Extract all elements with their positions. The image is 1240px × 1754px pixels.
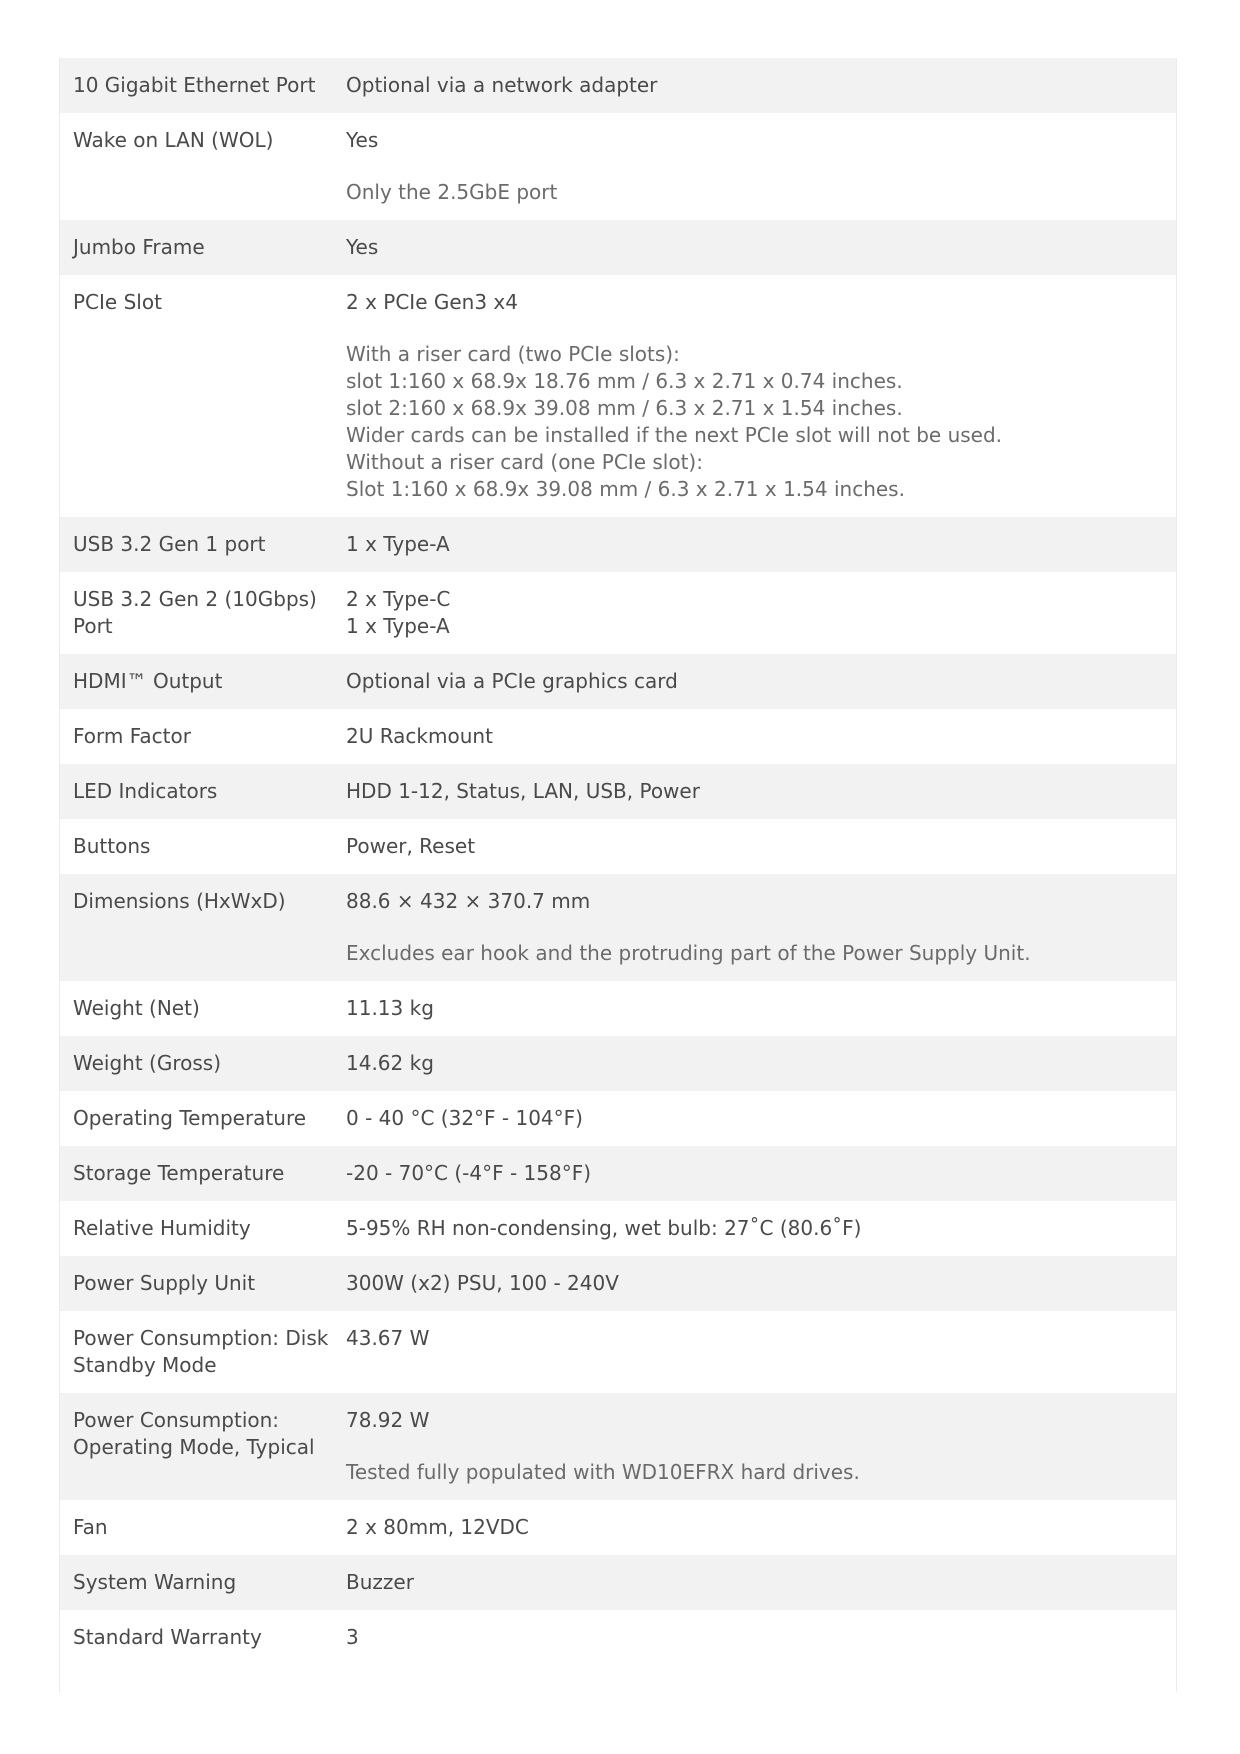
spec-label: Power Consumption: Disk Standby Mode — [73, 1326, 329, 1377]
spec-label: Form Factor — [73, 724, 191, 748]
spec-table — [60, 58, 1176, 1665]
spec-value-line: Power, Reset — [346, 834, 476, 858]
spec-label: HDMI™ Output — [73, 669, 223, 693]
spec-value-line: 88.6 × 432 × 370.7 mm — [346, 889, 591, 913]
spec-value-line: Buzzer — [346, 1570, 414, 1594]
spec-value — [346, 113, 1176, 220]
spec-note-line: With a riser card (two PCIe slots): — [346, 342, 680, 366]
spec-value — [346, 1201, 1176, 1256]
spec-row — [60, 1555, 1176, 1610]
spec-row — [60, 1610, 1176, 1665]
spec-row — [60, 517, 1176, 572]
spec-row — [60, 709, 1176, 764]
spec-note-line: slot 2:160 x 68.9x 39.08 mm / 6.3 x 2.71 x 1.54 inches. — [346, 396, 903, 420]
spec-value — [346, 572, 1176, 654]
spec-label: Power Supply Unit — [73, 1271, 256, 1295]
spec-value-line: 78.92 W — [346, 1408, 430, 1432]
spec-note — [346, 179, 1164, 206]
spec-value — [346, 1393, 1176, 1500]
spec-value — [346, 517, 1176, 572]
spec-row — [60, 220, 1176, 275]
spec-value — [346, 1146, 1176, 1201]
spec-row — [60, 1393, 1176, 1500]
spec-value — [346, 1555, 1176, 1610]
spec-label: Weight (Net) — [73, 996, 200, 1020]
spec-row — [60, 764, 1176, 819]
spec-value — [346, 1500, 1176, 1555]
spec-value-line: HDD 1-12, Status, LAN, USB, Power — [346, 779, 700, 803]
spec-row — [60, 819, 1176, 874]
spec-row — [60, 1311, 1176, 1393]
spec-value — [346, 1091, 1176, 1146]
spec-value-line: Yes — [346, 128, 379, 152]
spec-label: Fan — [73, 1515, 108, 1539]
spec-row — [60, 1500, 1176, 1555]
spec-note-line: Wider cards can be installed if the next PCIe slot will not be used. — [346, 423, 1003, 447]
spec-value — [346, 981, 1176, 1036]
spec-note-line: Without a riser card (one PCIe slot): — [346, 450, 703, 474]
spec-value — [346, 58, 1176, 113]
spec-value — [346, 1256, 1176, 1311]
spec-value-line: 2 x 80mm, 12VDC — [346, 1515, 529, 1539]
spec-value-line: 43.67 W — [346, 1326, 430, 1350]
spec-value-line: 11.13 kg — [346, 996, 434, 1020]
spec-value-line: Yes — [346, 235, 379, 259]
spec-value-line: Optional via a network adapter — [346, 73, 658, 97]
spec-label: USB 3.2 Gen 2 (10Gbps) Port — [73, 587, 317, 638]
spec-label: Weight (Gross) — [73, 1051, 221, 1075]
spec-value — [346, 874, 1176, 981]
spec-note-line: Tested fully populated with WD10EFRX hard drives. — [346, 1460, 860, 1484]
spec-note-line: Slot 1:160 x 68.9x 39.08 mm / 6.3 x 2.71 x 1.54 inches. — [346, 477, 905, 501]
spec-row — [60, 654, 1176, 709]
spec-label: Power Consumption: Operating Mode, Typical — [73, 1408, 315, 1459]
spec-note-line: slot 1:160 x 68.9x 18.76 mm / 6.3 x 2.71 x 0.74 inches. — [346, 369, 903, 393]
spec-row — [60, 1256, 1176, 1311]
spec-label: System Warning — [73, 1570, 237, 1594]
spec-label: PCIe Slot — [73, 290, 162, 314]
spec-note — [346, 341, 1164, 503]
spec-value — [346, 819, 1176, 874]
spec-row — [60, 113, 1176, 220]
spec-label: Wake on LAN (WOL) — [73, 128, 274, 152]
spec-value-line: 3 — [346, 1625, 359, 1649]
spec-value-line: 2 x Type-C — [346, 587, 451, 611]
spec-value-line: 300W (x2) PSU, 100 - 240V — [346, 1271, 619, 1295]
spec-sheet — [59, 58, 1177, 1692]
spec-label: 10 Gigabit Ethernet Port — [73, 73, 316, 97]
spec-label: Storage Temperature — [73, 1161, 285, 1185]
spec-label: Jumbo Frame — [73, 235, 205, 259]
spec-value-line: 14.62 kg — [346, 1051, 434, 1075]
spec-label: Operating Temperature — [73, 1106, 307, 1130]
spec-row — [60, 874, 1176, 981]
spec-note-line: Only the 2.5GbE port — [346, 180, 558, 204]
spec-value-line: Optional via a PCIe graphics card — [346, 669, 678, 693]
spec-value-line: 0 - 40 °C (32°F - 104°F) — [346, 1106, 583, 1130]
spec-row — [60, 572, 1176, 654]
spec-value-line: 5-95% RH non-condensing, wet bulb: 27˚C (80.6˚F) — [346, 1216, 862, 1240]
spec-value — [346, 654, 1176, 709]
spec-value — [346, 220, 1176, 275]
spec-note — [346, 940, 1164, 967]
spec-value — [346, 764, 1176, 819]
spec-value — [346, 1610, 1176, 1665]
spec-row — [60, 1036, 1176, 1091]
spec-label: Standard Warranty — [73, 1625, 262, 1649]
spec-value — [346, 1311, 1176, 1393]
spec-value-line: 1 x Type-A — [346, 614, 450, 638]
spec-row — [60, 1201, 1176, 1256]
spec-label: LED Indicators — [73, 779, 218, 803]
spec-row — [60, 1091, 1176, 1146]
spec-label: USB 3.2 Gen 1 port — [73, 532, 266, 556]
spec-label: Relative Humidity — [73, 1216, 251, 1240]
spec-note-line: Excludes ear hook and the protruding part of the Power Supply Unit. — [346, 941, 1031, 965]
spec-value — [346, 709, 1176, 764]
spec-row — [60, 58, 1176, 113]
spec-value-line: 1 x Type-A — [346, 532, 450, 556]
spec-value — [346, 275, 1176, 517]
spec-label: Buttons — [73, 834, 151, 858]
spec-value-line: 2U Rackmount — [346, 724, 493, 748]
spec-row — [60, 1146, 1176, 1201]
spec-label: Dimensions (HxWxD) — [73, 889, 286, 913]
spec-row — [60, 275, 1176, 517]
spec-value-line: 2 x PCIe Gen3 x4 — [346, 290, 518, 314]
spec-note — [346, 1459, 1164, 1486]
spec-row — [60, 981, 1176, 1036]
spec-value-line: -20 - 70°C (-4°F - 158°F) — [346, 1161, 592, 1185]
spec-value — [346, 1036, 1176, 1091]
